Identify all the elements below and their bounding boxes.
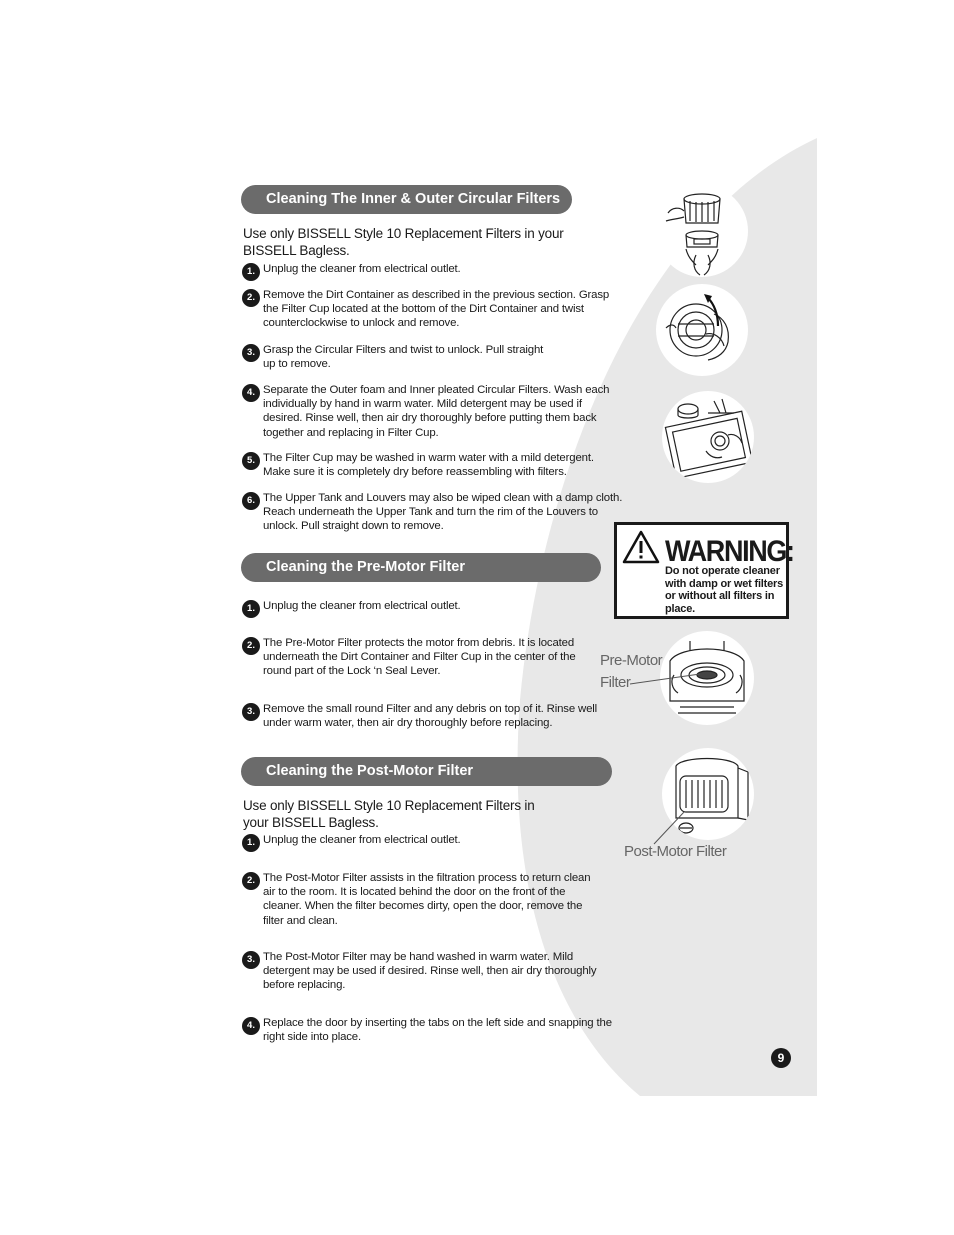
step-number-badge: 2.	[242, 637, 260, 655]
rotate-arrow-icon	[704, 294, 718, 326]
section-title-circular-filters: Cleaning The Inner & Outer Circular Filters	[241, 185, 572, 214]
step-number-badge: 5.	[242, 452, 260, 470]
step-number-badge: 1.	[242, 834, 260, 852]
section-title-pre-motor-filter: Cleaning the Pre-Motor Filter	[241, 553, 601, 582]
step-text: Unplug the cleaner from electrical outlet.	[263, 600, 461, 612]
step-number-badge: 3.	[242, 703, 260, 721]
step-number-badge: 4.	[242, 1017, 260, 1035]
step-text: The Post-Motor Filter assists in the filtration process to return clean air to the room. It is located behind the door on the front of the cleaner. When the filter becomes dirty, open the door, remove the filter and clean.	[263, 872, 591, 927]
step-number-badge: 2.	[242, 289, 260, 307]
step-text: The Upper Tank and Louvers may also be wiped clean with a damp cloth. Reach underneath the Upper Tank and turn the rim of the Louvers to unlock. Pull straight down to remove.	[263, 492, 623, 533]
warning-title: WARNING:	[665, 535, 794, 568]
section-intro: Use only BISSELL Style 10 Replacement Filters in your BISSELL Bagless.	[243, 798, 535, 830]
step-number-badge: 1.	[242, 263, 260, 281]
step-text: The Post-Motor Filter may be hand washed in warm water. Mild detergent may be used if desired. Rinse well, then air dry thoroughly before replacing.	[263, 951, 597, 992]
filter-wash-illustration	[662, 391, 754, 483]
post-motor-filter-callout: Post-Motor Filter	[624, 843, 727, 860]
filter-cup-illustration	[656, 185, 748, 277]
warning-text: Do not operate cleaner with damp or wet filters or without all filters in place.	[665, 565, 784, 615]
step-text: The Filter Cup may be washed in warm water with a mild detergent. Make sure it is completely dry before reassembling with filters.	[263, 452, 594, 479]
step-text: Unplug the cleaner from electrical outlet.	[263, 263, 461, 275]
pre-motor-filter-callout: Pre-Motor Filter	[600, 652, 663, 691]
section-title-post-motor-filter: Cleaning the Post-Motor Filter	[241, 757, 612, 786]
step-text: Separate the Outer foam and Inner pleated Circular Filters. Wash each individually by hand in warm water. Mild detergent may be used if desired. Rinse well, then air dry thoroughly before putting them back together and replacing in Filter Cup.	[263, 384, 610, 439]
step-number-badge: 2.	[242, 872, 260, 890]
filter-twist-illustration	[656, 284, 748, 376]
callout-leader-line	[650, 808, 690, 848]
step-number-badge: 1.	[242, 600, 260, 618]
section-intro: Use only BISSELL Style 10 Replacement Filters in your BISSELL Bagless.	[243, 226, 564, 258]
step-number-badge: 3.	[242, 344, 260, 362]
callout-leader-line	[628, 672, 708, 688]
step-number-badge: 4.	[242, 384, 260, 402]
step-text: Grasp the Circular Filters and twist to unlock. Pull straight up to remove.	[263, 344, 544, 371]
step-text: Replace the door by inserting the tabs on the left side and snapping the right side into place.	[263, 1017, 612, 1044]
warning-triangle-icon	[622, 530, 660, 564]
step-text: Unplug the cleaner from electrical outlet.	[263, 834, 461, 846]
step-text: Remove the small round Filter and any debris on top of it. Rinse well under warm water, then air dry thoroughly before replacing.	[263, 703, 598, 730]
page-number: 9	[771, 1048, 791, 1068]
step-number-badge: 6.	[242, 492, 260, 510]
warning-box	[614, 522, 794, 619]
step-number-badge: 3.	[242, 951, 260, 969]
step-text: Remove the Dirt Container as described in the previous section. Grasp the Filter Cup located at the bottom of the Dirt Container and twist counterclockwise to unlock and remove.	[263, 289, 610, 330]
step-text: The Pre-Motor Filter protects the motor from debris. It is located underneath the Dirt Container and Filter Cup in the center of the round part of the Lock ‘n Seal Lever.	[263, 637, 576, 678]
